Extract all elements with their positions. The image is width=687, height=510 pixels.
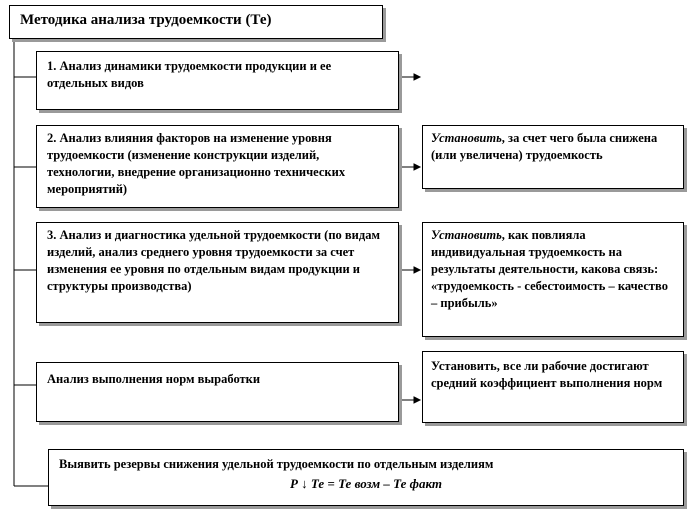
- step-label-4: Анализ выполнения норм выработки: [47, 372, 261, 386]
- step-box-1: [36, 51, 399, 110]
- result-box-3: [422, 351, 684, 423]
- result-text-2: , как повлияла индивидуальная трудоемкость на результаты деятельности, какова связь: «трудоемкость - себестоимость – качество – прибыль»: [431, 228, 668, 310]
- arrow-3: [400, 267, 420, 273]
- result-text-1: , за счет чего была снижена (или увеличена) трудоемкость: [431, 131, 658, 162]
- arrow-2: [400, 164, 420, 170]
- title-box: [9, 5, 383, 39]
- result-em-1: Установить: [431, 131, 502, 145]
- result-box-1: [422, 125, 684, 189]
- step-box-4: [36, 362, 399, 422]
- step-label-1: 1. Анализ динамики трудоемкости продукции и ее отдельных видов: [47, 59, 332, 90]
- step-label-3: 3. Анализ и диагностика удельной трудоемкости (по видам изделий, анализ среднего уровня трудоемкости за счет изменения ее уровня по отдельным видам продукции и структуры производства): [47, 228, 380, 293]
- final-box: [48, 449, 684, 506]
- formula: Р ↓ Те = Те возм – Те факт: [289, 476, 443, 491]
- arrow-1: [400, 74, 420, 80]
- step-box-3: [36, 222, 399, 323]
- result-em-2: Установить: [431, 228, 502, 242]
- page-title: Методика анализа трудоемкости (Те): [20, 12, 272, 28]
- step-box-2: [36, 125, 399, 208]
- result-text-3: Установить, все ли рабочие достигают средний коэффициент выполнения норм: [431, 359, 663, 390]
- final-line: Выявить резервы снижения удельной трудоемкости по отдельным изделиям: [59, 457, 494, 471]
- step-label-2: 2. Анализ влияния факторов на изменение уровня трудоемкости (изменение конструкции изделий, технологии, внедрение организационно технических мероприятий): [47, 131, 346, 196]
- result-box-2: [422, 222, 684, 337]
- arrow-4: [400, 397, 420, 403]
